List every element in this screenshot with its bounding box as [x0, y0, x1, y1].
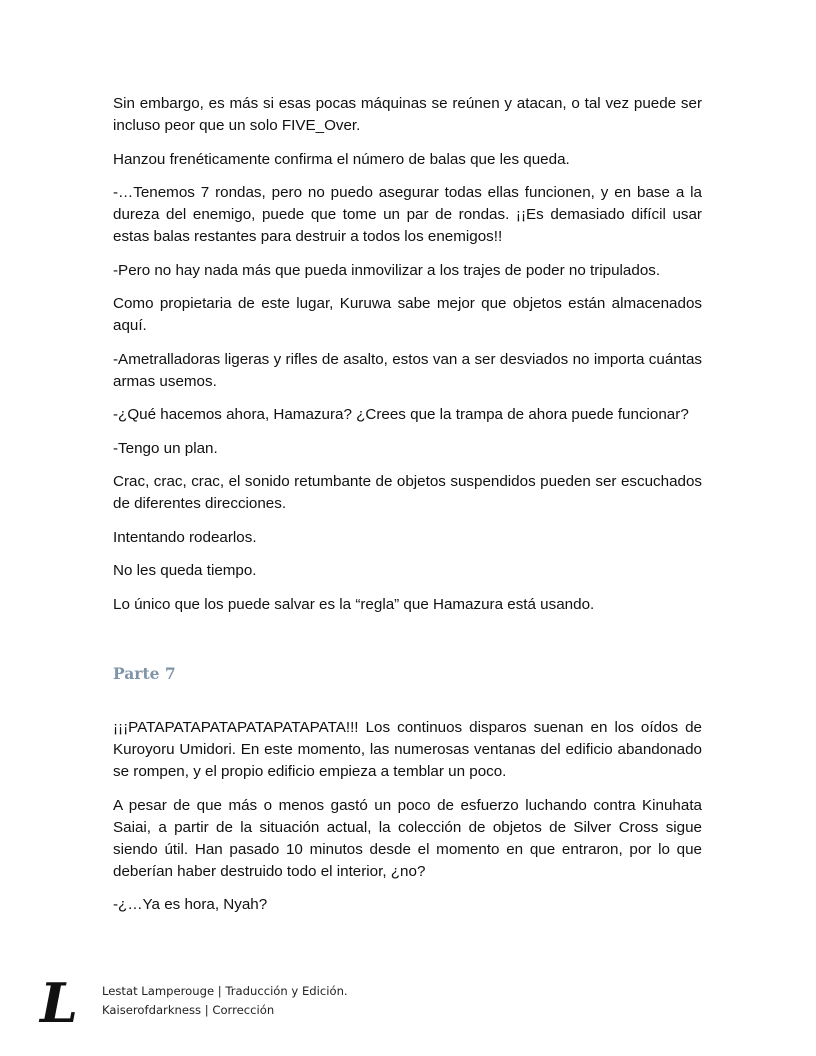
paragraph: Lo único que los puede salvar es la “regla” que Hamazura está usando.	[113, 595, 595, 613]
paragraph: Crac, crac, crac, el sonido retumbante de objetos suspendidos pueden ser escuchados de diferentes direcciones.	[113, 473, 702, 512]
credits	[102, 982, 348, 1020]
paragraph: Como propietaria de este lugar, Kuruwa sabe mejor que objetos están almacenados aquí.	[113, 295, 702, 334]
page-body	[113, 93, 702, 928]
gothic-l-logo: L	[40, 971, 78, 1035]
paragraph: -Tengo un plan.	[113, 439, 218, 457]
credit-correction: Kaiserofdarkness | Corrección	[102, 1003, 275, 1017]
paragraph: -¿…Ya es hora, Nyah?	[113, 896, 268, 913]
paragraph: -Pero no hay nada más que pueda inmovilizar a los trajes de poder no tripulados.	[113, 261, 661, 279]
paragraph: -…Tenemos 7 rondas, pero no puedo asegurar todas ellas funcionen, y en base a la dureza del enemigo, puede que tome un par de rondas. ¡¡Es demasiado difícil usar estas balas restantes para destruir a todos los enemigos!!	[113, 184, 702, 245]
page-footer	[40, 971, 440, 1037]
paragraph: No les queda tiempo.	[113, 562, 257, 579]
paragraph: A pesar de que más o menos gastó un poco de esfuerzo luchando contra Kinuhata Saiai, a partir de la situación actual, la colección de objetos de Silver Cross sigue siendo útil. Han pasado 10 minutos desde el momento en que entraron, por lo que deberían haber destruido todo el interior, ¿no?	[113, 796, 702, 880]
section-heading: Parte 7	[113, 664, 176, 683]
paragraph: -Ametralladoras ligeras y rifles de asalto, estos van a ser desviados no importa cuántas armas usemos.	[113, 350, 702, 390]
paragraph: -¿Qué hacemos ahora, Hamazura? ¿Crees que la trampa de ahora puede funcionar?	[113, 406, 689, 423]
credit-translation: Lestat Lamperouge | Traducción y Edición.	[102, 984, 348, 998]
paragraph: Sin embargo, es más si esas pocas máquinas se reúnen y atacan, o tal vez puede ser incluso peor que un solo FIVE_Over.	[113, 95, 702, 134]
paragraph: Intentando rodearlos.	[113, 528, 257, 546]
paragraph: ¡¡¡PATAPATAPATAPATAPATAPATA!!! Los continuos disparos suenan en los oídos de Kuroyoru Umidori. En este momento, las numerosas ventanas del edificio abandonado se rompen, y el propio edificio empieza a temblar un poco.	[113, 719, 702, 780]
paragraph: Hanzou frenéticamente confirma el número de balas que les queda.	[113, 150, 570, 168]
